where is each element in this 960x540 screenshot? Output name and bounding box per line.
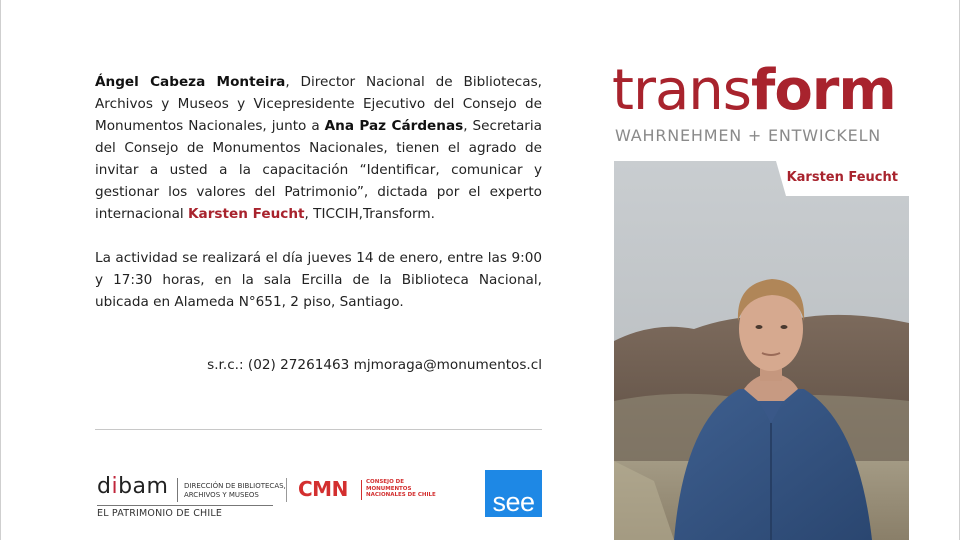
rsvp-contact: s.r.c.: (02) 27261463 mjmoraga@monumentos.cl: [207, 357, 542, 373]
dibam-letter: d: [97, 474, 112, 499]
cmn-subtitle-line: CONSEJO DE: [366, 479, 404, 485]
dibam-subtitle-line: ARCHIVOS Y MUSEOS: [184, 491, 259, 499]
invitation-text: [95, 71, 542, 313]
cmn-wordmark: CMN: [298, 477, 348, 501]
expert-name: Karsten Feucht: [188, 206, 305, 222]
cmn-separator: [361, 480, 362, 500]
divider-line: [95, 429, 542, 430]
speaker-name: Karsten Feucht: [786, 170, 898, 185]
cmn-subtitle-line: MONUMENTOS: [366, 485, 412, 492]
secretary-name: Ana Paz Cárdenas: [324, 118, 464, 134]
dibam-subtitle-line: DIRECCIÓN DE BIBLIOTECAS,: [184, 482, 286, 490]
cmn-subtitle-line: NACIONALES DE CHILE: [366, 492, 436, 498]
paragraph-text: , Director Nacional de Bibliotecas, Archivos y Museos y Vicepresidente Ejecutivo del Consejo de Monumentos Nacionales, junto a: [95, 74, 542, 134]
dibam-letter-accent: i: [111, 474, 119, 499]
transform-brand: [612, 56, 896, 126]
logo-separator: [286, 478, 287, 502]
cmn-subtitle: [366, 479, 436, 499]
speaker-photo-illustration: [614, 161, 909, 540]
paragraph-text: , Secretaria del Consejo de Monumentos Nacionales, tienen el agrado de invitar a usted a la capacitación “Identificar, comunicar y gestionar los valores del Patrimonio”, dictada por el experto internacional: [95, 118, 543, 222]
invitation-paragraph-1: [95, 71, 542, 225]
invitation-paragraph-2: La actividad se realizará el día jueves 14 de enero, entre las 9:00 y 17:30 horas, en la sala Ercilla de la Biblioteca Nacional, ubicada en Alameda N°651, 2 piso, Santiago.: [95, 250, 542, 310]
dibam-separator: [177, 478, 178, 502]
cmn-logo: [298, 477, 436, 501]
see-wordmark: see: [492, 487, 535, 517]
frame-left-border: [0, 0, 1, 540]
dibam-wordmark: [97, 474, 168, 499]
see-logo: [485, 470, 542, 517]
brand-tagline: WAHRNEHMEN + ENTWICKELN: [615, 126, 882, 145]
host-name: Ángel Cabeza Monteira: [95, 74, 286, 90]
dibam-logo: [97, 474, 286, 519]
dibam-underline: [97, 505, 273, 506]
brand-word-bold: form: [750, 58, 896, 123]
speaker-name-tab: [776, 161, 909, 196]
dibam-tagline: EL PATRIMONIO DE CHILE: [97, 508, 223, 519]
paragraph-text: , TICCIH,Transform.: [304, 206, 435, 222]
brand-word-light: trans: [612, 58, 751, 123]
speaker-photo: [614, 161, 909, 540]
dibam-letters: bam: [118, 474, 169, 499]
dibam-subtitle: [184, 482, 286, 500]
